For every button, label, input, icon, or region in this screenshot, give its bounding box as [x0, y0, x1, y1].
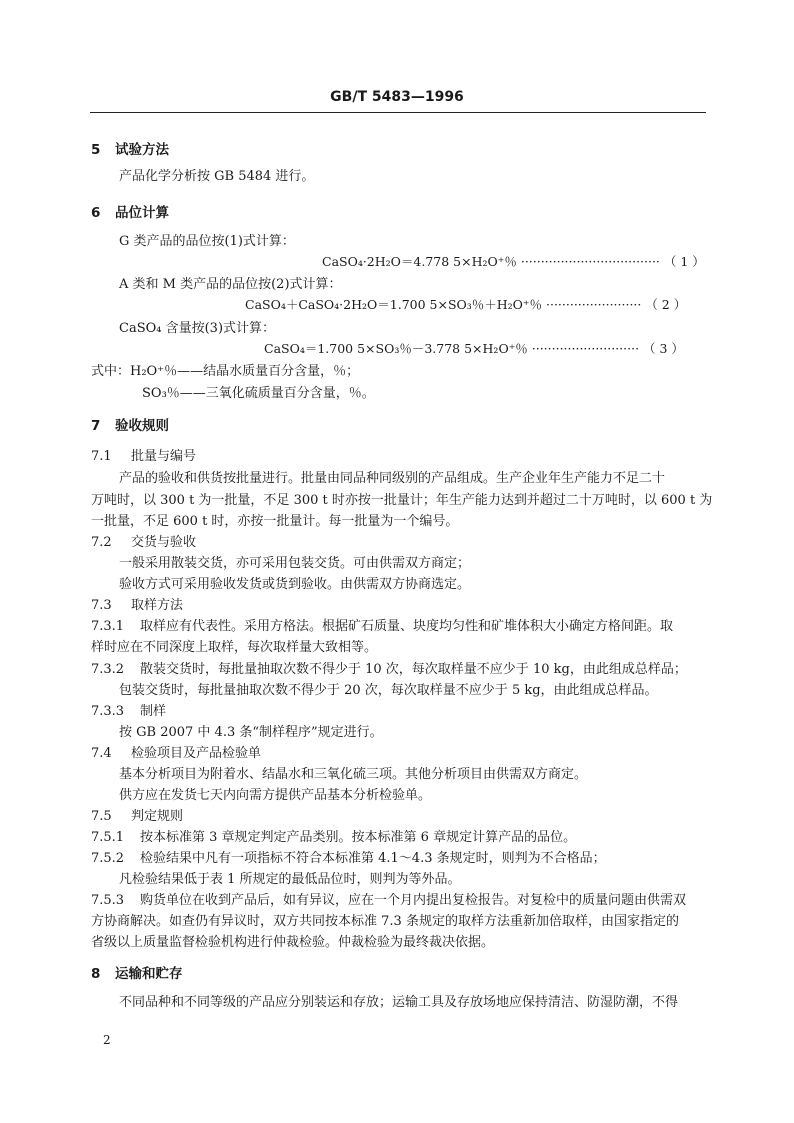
clause-title: 检验项目及产品检验单 [131, 746, 262, 761]
clause-7-5-3 [91, 889, 686, 908]
page-header-title: GB/T 5483—1996 [330, 89, 464, 105]
clause-title: 取样方法 [131, 598, 184, 613]
caso4-intro: CaSO₄ 含量按(3)式计算： [119, 321, 276, 336]
formula-2: CaSO₄＋CaSO₄·2H₂O＝1.700 5×SO₃％＋H₂O⁺％ ························ （ 2 ） [245, 297, 687, 312]
section-6-heading [91, 201, 169, 221]
section-title: 验收规则 [115, 418, 169, 434]
clause-7-1-heading [91, 445, 196, 464]
clause-number: 7.5.3 [91, 893, 125, 908]
g-class-intro: G 类产品的品位按(1)式计算： [119, 234, 295, 249]
where-line-1: 式中：H₂O⁺％——结晶水质量百分含量，％； [91, 364, 360, 379]
where-line-2: SO₃％——三氧化硫质量百分含量，％。 [142, 386, 375, 401]
clause-number: 7.5.2 [91, 851, 125, 866]
clause-number: 7.4 [91, 746, 112, 761]
clause-7-5-heading [91, 805, 183, 824]
am-class-intro: A 类和 M 类产品的品位按(2)式计算： [119, 277, 342, 292]
clause-title: 制样 [140, 704, 167, 719]
section-title: 品位计算 [115, 205, 169, 221]
clause-text: 散装交货时，每批量抽取次数不得少于 10 次，每次取样量不应少于 10 kg，由此组成总样品； [140, 662, 687, 677]
clause-7-3-2-line-2: 包装交货时，每批量抽取次数不得少于 20 次，每次取样量不应少于 5 kg，由此组成总样品。 [119, 683, 658, 698]
clause-7-1-line-2: 万吨时，以 300 t 为一批量，不足 300 t 时亦按一批量计；年生产能力达到并超过二十万吨时，以 600 t 为 [91, 493, 713, 508]
section-8-heading [91, 962, 183, 982]
clause-text: 检验结果中凡有一项指标不符合本标准第 4.1～4.3 条规定时，则判为不合格品； [140, 851, 606, 866]
clause-7-5-3-line-3: 省级以上质量监督检验机构进行仲裁检验。仲裁检验为最终裁决依据。 [91, 935, 495, 950]
clause-7-3-1-line-2: 样时应在不同深度上取样，每次取样量大致相等。 [91, 640, 378, 655]
clause-text: 购货单位在收到产品后，如有异议，应在一个月内提出复检报告。对复检中的质量问题由供需双 [140, 893, 687, 908]
section-number: 5 [91, 142, 101, 158]
clause-7-2-line-1: 一般采用散装交货，亦可采用包装交货。可由供需双方商定； [119, 556, 471, 571]
clause-number: 7.3.3 [91, 704, 125, 719]
section-7-heading [91, 414, 169, 434]
clause-7-3-3-heading [91, 700, 166, 719]
clause-7-4-line-1: 基本分析项目为附着水、结晶水和三氧化硫三项。其他分析项目由供需双方商定。 [119, 767, 588, 782]
formula-1: CaSO₄·2H₂O＝4.778 5×H₂O⁺％ ··································· （ 1 ） [322, 254, 705, 269]
clause-number: 7.5.1 [91, 830, 125, 845]
formula-3: CaSO₄＝1.700 5×SO₃％－3.778 5×H₂O⁺％ ··························· （ 3 ） [264, 341, 684, 356]
clause-title: 交货与验收 [131, 535, 197, 550]
clause-text: 取样应有代表性。采用方格法。根据矿石质量、块度均匀性和矿堆体积大小确定方格间距。取 [140, 619, 674, 634]
clause-7-4-heading [91, 742, 261, 761]
clause-number: 7.5 [91, 809, 112, 824]
clause-title: 批量与编号 [131, 449, 197, 464]
clause-7-2-heading [91, 531, 196, 550]
clause-number: 7.2 [91, 535, 112, 550]
clause-number: 7.1 [91, 449, 112, 464]
clause-title: 判定规则 [131, 809, 184, 824]
clause-text: 按本标准第 3 章规定判定产品类别。按本标准第 6 章规定计算产品的品位。 [140, 830, 577, 845]
section-8-line-1: 不同品种和不同等级的产品应分别装运和存放；运输工具及存放场地应保持清洁、防湿防潮，不得 [119, 995, 679, 1010]
page-number: 2 [103, 1033, 111, 1047]
clause-7-1-line-3: 一批量，不足 600 t 时，亦按一批量计。每一批量为一个编号。 [91, 514, 459, 529]
section-number: 6 [91, 205, 101, 221]
section-title: 试验方法 [115, 142, 169, 158]
clause-7-3-2 [91, 658, 687, 677]
clause-number: 7.3 [91, 598, 112, 613]
section-number: 8 [91, 966, 101, 982]
clause-number: 7.3.2 [91, 662, 125, 677]
section-number: 7 [91, 418, 101, 434]
clause-7-3-heading [91, 594, 183, 613]
section-5-text: 产品化学分析按 GB 5484 进行。 [119, 169, 315, 184]
clause-7-3-1 [91, 615, 673, 634]
clause-7-5-3-line-2: 方协商解决。如查仍有异议时，双方共同按本标准 7.3 条规定的取样方法重新加倍取样，由国家指定的 [91, 914, 679, 929]
clause-number: 7.3.1 [91, 619, 125, 634]
header-rule [90, 112, 706, 113]
clause-7-5-2-line-2: 凡检验结果低于表 1 所规定的最低品位时，则判为等外品。 [119, 872, 461, 887]
section-5-heading [91, 138, 169, 158]
section-title: 运输和贮存 [115, 966, 183, 982]
clause-7-4-line-2: 供方应在发货七天内向需方提供产品基本分析检验单。 [119, 788, 432, 803]
clause-7-5-2 [91, 847, 606, 866]
clause-7-1-line-1: 产品的验收和供货按批量进行。批量由同品种同级别的产品组成。生产企业年生产能力不足二十 [119, 471, 666, 486]
clause-7-2-line-2: 验收方式可采用验收发货或货到验收。由供需双方协商选定。 [119, 577, 471, 592]
clause-7-5-1 [91, 826, 576, 845]
clause-7-3-3-line-1: 按 GB 2007 中 4.3 条“制样程序”规定进行。 [119, 725, 383, 740]
